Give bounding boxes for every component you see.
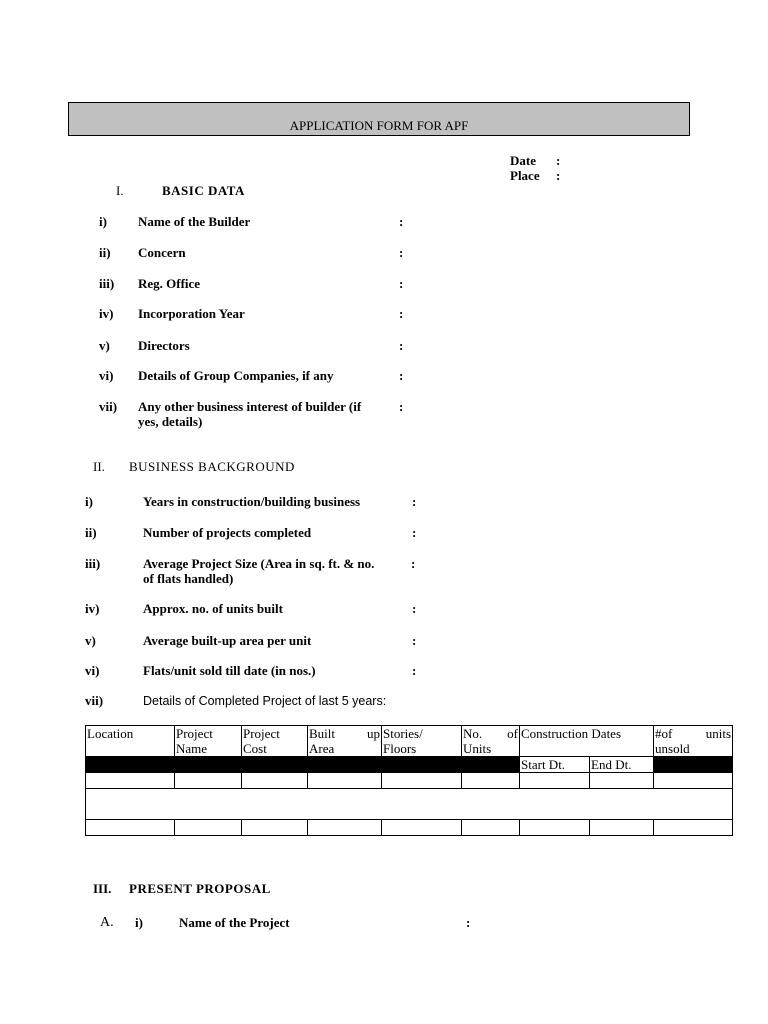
section1-heading: BASIC DATA (162, 183, 245, 198)
section3-sub-colon: : (466, 915, 471, 930)
s1-item7-label2: yes, details) (138, 414, 203, 429)
s1-item3-num: iii) (99, 276, 115, 291)
s1-item3-label: Reg. Office (138, 276, 201, 291)
s1-item2-label: Concern (138, 245, 186, 260)
section1-roman: I. (116, 183, 124, 198)
s1-item4-colon: : (399, 306, 404, 321)
col-built-up-area: Built up Area (309, 726, 380, 756)
section2-heading: BUSINESS BACKGROUND (129, 459, 295, 474)
s2-item3-num: iii) (85, 556, 101, 571)
s2-item2-label: Number of projects completed (143, 525, 312, 540)
place-label: Place (510, 168, 540, 183)
s2-item2-colon: : (412, 525, 417, 540)
s2-item7-num: vii) (85, 693, 104, 708)
col-project-name: Project Name (175, 726, 242, 757)
s1-item4-num: iv) (99, 306, 114, 321)
section3-sub-num: i) (135, 915, 143, 930)
s2-item6-label: Flats/unit sold till date (in nos.) (143, 663, 316, 678)
s2-item5-label: Average built-up area per unit (143, 633, 312, 648)
s2-item6-num: vi) (85, 663, 100, 678)
s2-item4-label: Approx. no. of units built (143, 601, 283, 616)
s1-item5-colon: : (399, 338, 404, 353)
section3-heading: PRESENT PROPOSAL (129, 881, 271, 896)
s2-item4-num: iv) (85, 601, 100, 616)
s2-item1-num: i) (85, 494, 93, 509)
date-colon: : (556, 153, 561, 168)
s1-item6-num: vi) (99, 368, 114, 383)
col-units-unsold: #of units unsold (655, 726, 732, 756)
section2-roman: II. (93, 459, 105, 474)
s2-item1-colon: : (412, 494, 417, 509)
s1-item2-colon: : (399, 245, 404, 260)
col-end-date: End Dt. (590, 757, 654, 773)
s2-item5-colon: : (412, 633, 417, 648)
s2-item3-colon: : (411, 556, 416, 571)
s1-item1-num: i) (99, 214, 107, 229)
s1-item6-colon: : (399, 368, 404, 383)
table-row (86, 773, 733, 789)
s1-item1-colon: : (399, 214, 404, 229)
col-project-cost: Project Cost (242, 726, 308, 757)
table-subheader-row (86, 757, 733, 773)
form-title-box (68, 102, 690, 136)
table-header-row (86, 726, 733, 757)
s1-item7-num: vii) (99, 399, 118, 414)
section3-roman: III. (93, 881, 112, 896)
s2-item4-colon: : (412, 601, 417, 616)
col-start-date: Start Dt. (520, 757, 590, 773)
s1-item7-colon: : (399, 399, 404, 414)
s2-item5-num: v) (85, 633, 96, 648)
s2-item7-label: Details of Completed Project of last 5 years: (143, 694, 387, 708)
s2-item3-label2: of flats handled) (143, 571, 234, 586)
completed-projects-table (85, 725, 733, 836)
section3-sub-label: Name of the Project (179, 915, 290, 930)
s1-item7-label: Any other business interest of builder (if (138, 399, 362, 414)
s2-item3-label: Average Project Size (Area in sq. ft. & no. (143, 556, 375, 571)
date-label: Date (510, 153, 536, 168)
place-colon: : (556, 168, 561, 183)
section3-sub-letter: A. (100, 915, 114, 930)
s1-item6-label: Details of Group Companies, if any (138, 368, 334, 383)
form-title: APPLICATION FORM FOR APF (289, 118, 469, 133)
s2-item1-label: Years in construction/building business (143, 494, 361, 509)
s1-item5-num: v) (99, 338, 110, 353)
col-stories: Stories/ Floors (382, 726, 462, 757)
s1-item2-num: ii) (99, 245, 111, 260)
s1-item5-label: Directors (138, 338, 190, 353)
s1-item1-label: Name of the Builder (138, 214, 251, 229)
table-row (86, 820, 733, 836)
s1-item4-label: Incorporation Year (138, 306, 245, 321)
col-units: No. of Units (463, 726, 518, 756)
s2-item6-colon: : (412, 663, 417, 678)
col-construction-dates: Construction Dates (520, 726, 654, 757)
s2-item2-num: ii) (85, 525, 97, 540)
col-location: Location (86, 726, 175, 757)
table-row (86, 789, 733, 820)
s1-item3-colon: : (399, 276, 404, 291)
